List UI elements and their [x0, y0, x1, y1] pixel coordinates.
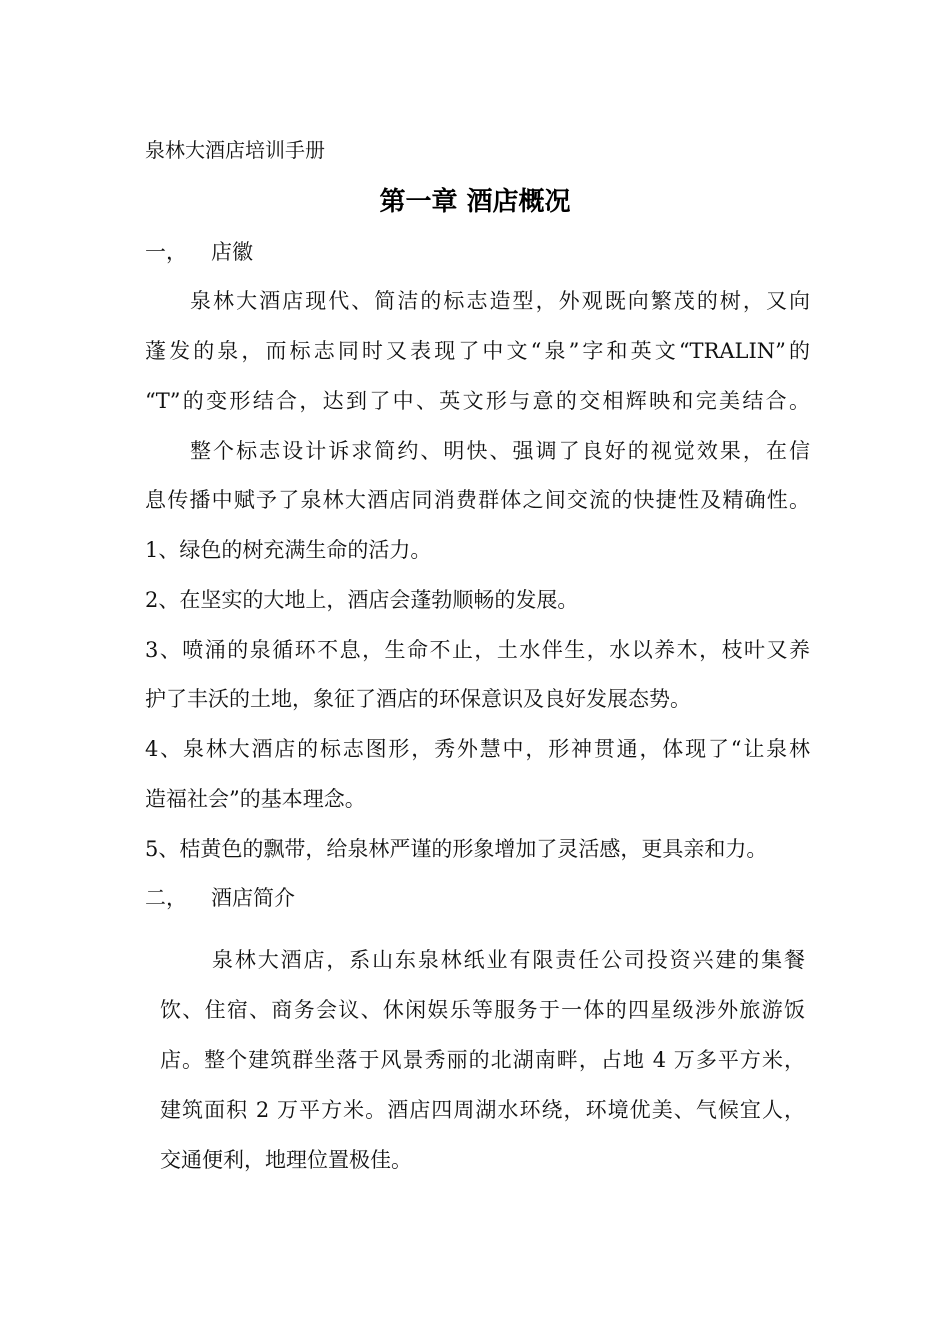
list-item: 4、泉林大酒店的标志图形，秀外慧中，形神贯通，体现了“让泉林 [145, 737, 810, 761]
list-item: 2、在坚实的大地上，酒店会蓬勃顺畅的发展。 [145, 588, 579, 612]
paragraph-line: 整个标志设计诉求简约、明快、强调了良好的视觉效果，在信 [190, 439, 810, 463]
section-heading-intro [145, 884, 810, 912]
section-number: 二， [145, 886, 187, 910]
section-heading-logo [145, 238, 810, 266]
document-header: 泉林大酒店培训手册 [145, 138, 325, 162]
paragraph-line: 交通便利，地理位置极佳。 [160, 1148, 412, 1172]
paragraph-line: 店。整个建筑群坐落于风景秀丽的北湖南畔，占地 4 万多平方米， [160, 1048, 805, 1072]
paragraph-line: 蓬发的泉，而标志同时又表现了中文“泉”字和英文“TRALIN”的 [145, 339, 810, 363]
section-number: 一， [145, 240, 187, 264]
section-title: 店徽 [211, 240, 253, 264]
paragraph-line: 息传播中赋予了泉林大酒店同消费群体之间交流的快捷性及精确性。 [145, 488, 810, 512]
list-item: 造福社会”的基本理念。 [145, 787, 366, 811]
list-item: 护了丰沃的土地，象征了酒店的环保意识及良好发展态势。 [145, 687, 691, 711]
section-title: 酒店简介 [211, 886, 295, 910]
chapter-title: 第一章 酒店概况 [379, 187, 571, 217]
paragraph-line: 泉林大酒店，系山东泉林纸业有限责任公司投资兴建的集餐 [212, 948, 805, 972]
paragraph-line: 泉林大酒店现代、简洁的标志造型，外观既向繁茂的树，又向 [190, 289, 810, 313]
list-item: 5、桔黄色的飘带，给泉林严谨的形象增加了灵活感，更具亲和力。 [145, 837, 768, 861]
list-item: 1、绿色的树充满生命的活力。 [145, 538, 432, 562]
paragraph-line: 建筑面积 2 万平方米。酒店四周湖水环绕，环境优美、气候宜人， [160, 1098, 805, 1122]
list-item: 3、喷涌的泉循环不息，生命不止，土水伴生，水以养木，枝叶又养 [145, 638, 810, 662]
paragraph-line: 饮、住宿、商务会议、休闲娱乐等服务于一体的四星级涉外旅游饭 [160, 998, 805, 1022]
paragraph-line: “T”的变形结合，达到了中、英文形与意的交相辉映和完美结合。 [145, 389, 810, 413]
